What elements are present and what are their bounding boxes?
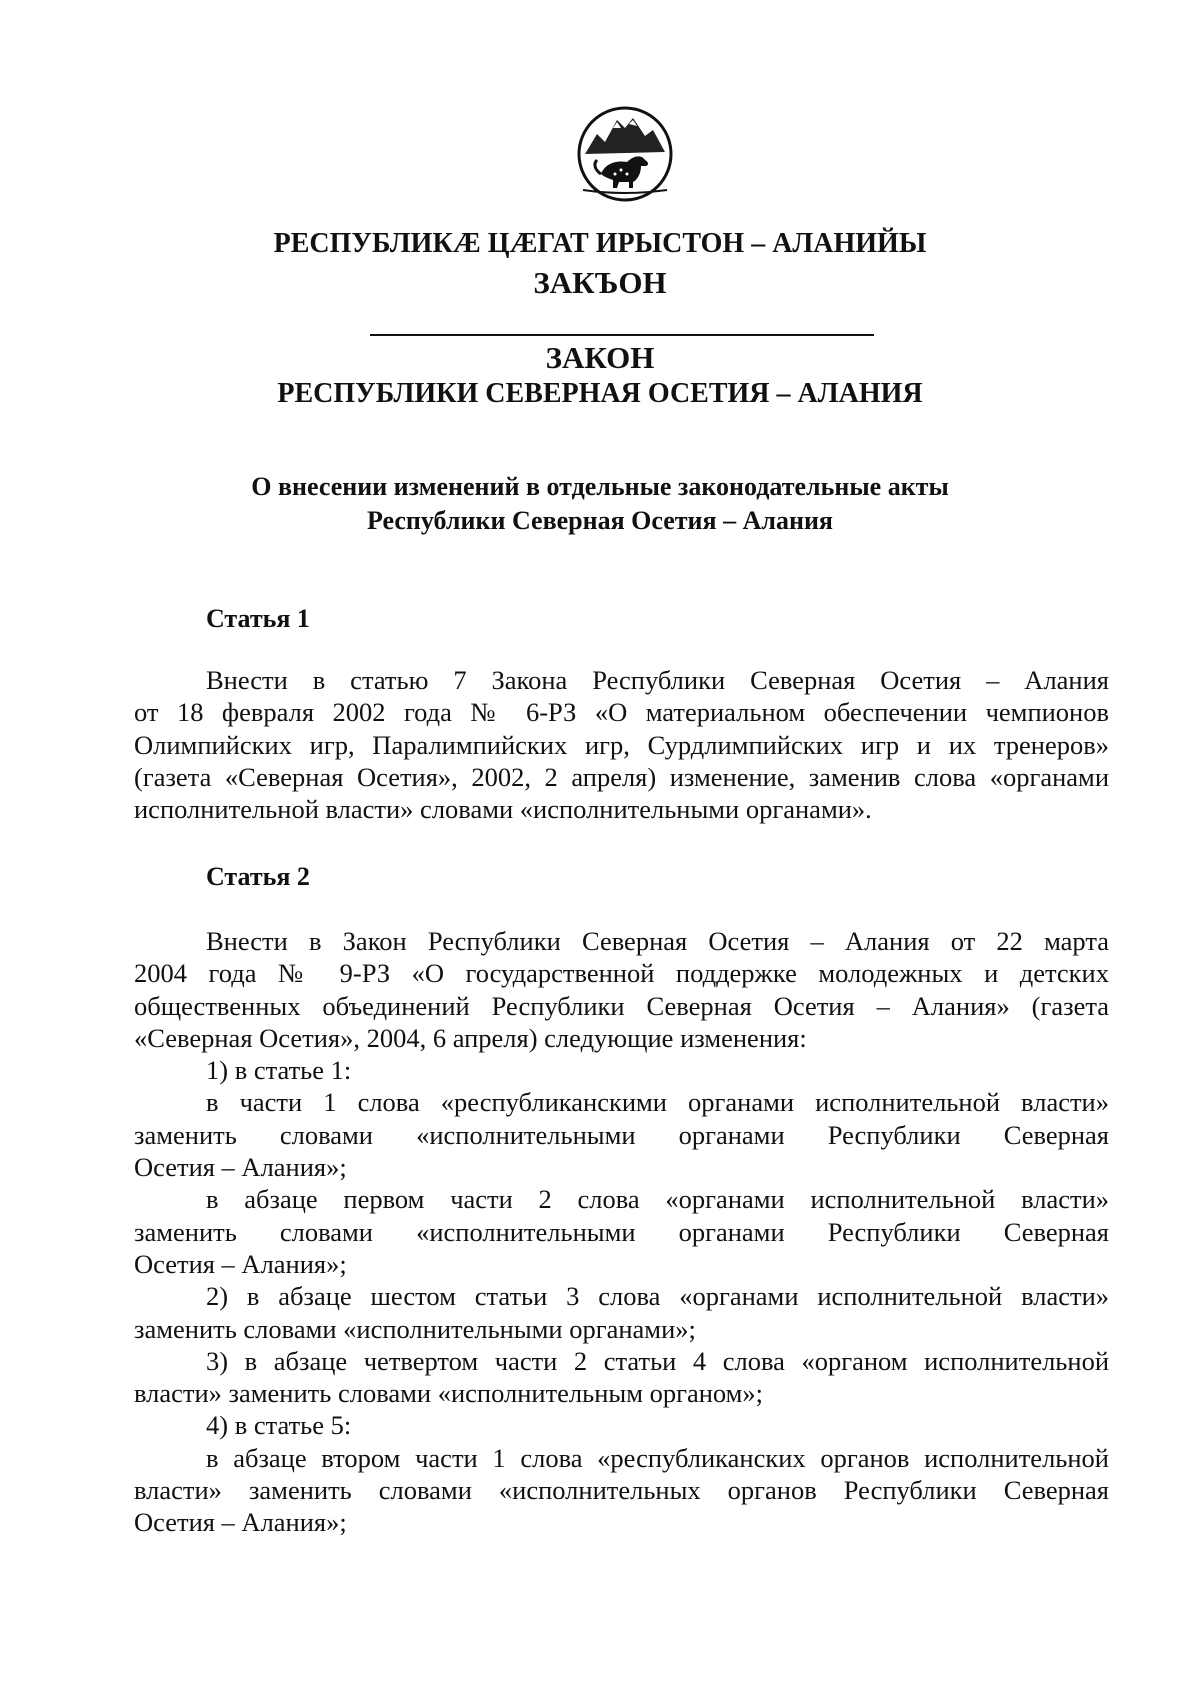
article-1-heading: Статья 1	[206, 604, 310, 633]
article-2-line: заменить словами «исполнительными органами»;	[134, 1313, 696, 1344]
article-2-line: заменить словами «исполнительными органами Республики Северная	[134, 1119, 1109, 1150]
article-1-body	[134, 664, 1109, 825]
article-2-line: 1) в статье 1:	[206, 1055, 352, 1086]
article-2-line: Осетия – Алания»;	[134, 1248, 347, 1279]
article-2-line: 2) в абзаце шестом статьи 3 слова «органами исполнительной власти»	[206, 1281, 1109, 1312]
article-2-line: в части 1 слова «республиканскими органами исполнительной власти»	[206, 1087, 1109, 1118]
header-divider	[370, 334, 874, 336]
article-2-line: в абзаце втором части 1 слова «республиканских органов исполнительной	[206, 1442, 1109, 1473]
ossetian-law-heading: ЗАКЪОН	[533, 265, 667, 300]
article-1-line: исполнительной власти» словами «исполнительными органами».	[134, 794, 872, 825]
article-2-body	[134, 925, 1109, 1539]
article-2-line: 3) в абзаце четвертом части 2 статьи 4 слова «органом исполнительной	[206, 1345, 1109, 1376]
article-2-line: Осетия – Алания»;	[134, 1507, 347, 1538]
russian-law-heading: ЗАКОН	[545, 340, 655, 375]
article-2-line: Осетия – Алания»;	[134, 1152, 347, 1183]
article-1-line: (газета «Северная Осетия», 2002, 2 апреля) изменение, заменив слова «органами	[134, 761, 1109, 792]
article-1-line: Внести в статью 7 Закона Республики Северная Осетия – Алания	[206, 665, 1109, 695]
document-title-line-1: О внесении изменений в отдельные законодательные акты	[251, 472, 949, 501]
article-2-line: 4) в статье 5:	[206, 1410, 352, 1441]
coat-of-arms-emblem	[575, 104, 675, 204]
article-2-line: власти» заменить словами «исполнительным органом»;	[134, 1378, 764, 1409]
article-2-heading: Статья 2	[206, 862, 310, 891]
russian-republic-heading: РЕСПУБЛИКИ СЕВЕРНАЯ ОСЕТИЯ – АЛАНИЯ	[277, 378, 923, 409]
document-title-line-2: Республики Северная Осетия – Алания	[366, 506, 833, 535]
article-2-line: 2004 года № 9-РЗ «О государственной поддержке молодежных и детских	[134, 958, 1109, 989]
article-2-line: общественных объединений Республики Северная Осетия – Алания» (газета	[134, 990, 1109, 1021]
article-1-line: от 18 февраля 2002 года № 6-РЗ «О материальном обеспечении чемпионов	[134, 697, 1109, 728]
article-1-line: Олимпийских игр, Паралимпийских игр, Сурдлимпийских игр и их тренеров»	[134, 729, 1109, 760]
article-2-line: в абзаце первом части 2 слова «органами исполнительной власти»	[206, 1184, 1109, 1215]
article-2-line: Внести в Закон Республики Северная Осетия – Алания от 22 марта	[206, 926, 1109, 956]
article-2-line: власти» заменить словами «исполнительных органов Республики Северная	[134, 1475, 1109, 1506]
article-2-line: заменить словами «исполнительными органами Республики Северная	[134, 1216, 1109, 1247]
article-2-line: «Северная Осетия», 2004, 6 апреля) следующие изменения:	[134, 1022, 807, 1053]
ossetian-republic-heading: РЕСПУБЛИКÆ ЦÆГАТ ИРЫСТОН – АЛАНИЙЫ	[273, 228, 927, 259]
